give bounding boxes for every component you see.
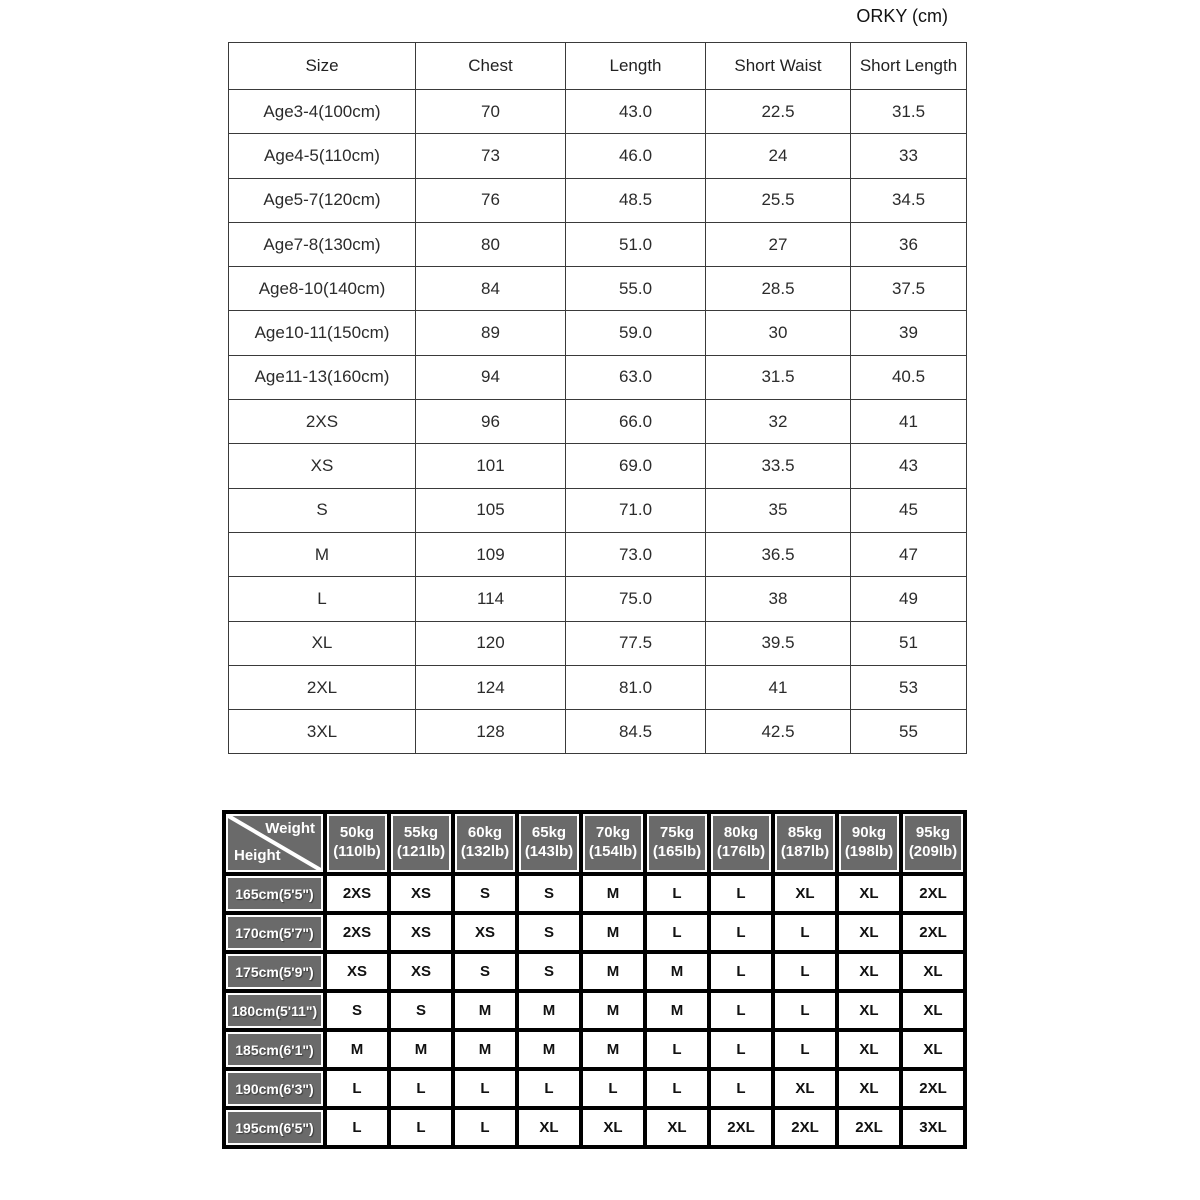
fit-table-row <box>224 874 965 913</box>
recommended-size-cell: S <box>517 952 581 991</box>
size-table-body <box>229 90 967 754</box>
size-table-cell: 28.5 <box>706 267 851 311</box>
recommended-size-cell: L <box>709 1030 773 1069</box>
size-table-header-cell: Size <box>229 43 416 90</box>
size-table-cell: 114 <box>416 577 566 621</box>
recommended-size-cell: XL <box>901 1030 965 1069</box>
size-table-cell: Age4-5(110cm) <box>229 134 416 178</box>
size-table-cell: 32 <box>706 400 851 444</box>
size-table-cell: 63.0 <box>566 355 706 399</box>
recommended-size-cell: XL <box>773 874 837 913</box>
size-table-row <box>229 488 967 532</box>
recommended-size-cell: M <box>581 913 645 952</box>
size-table-cell: 80 <box>416 222 566 266</box>
size-table-row <box>229 90 967 134</box>
recommended-size-cell: L <box>517 1069 581 1108</box>
recommended-size-cell: S <box>453 874 517 913</box>
height-label-cell: 175cm(5'9") <box>224 952 325 991</box>
weight-header-cell: 75kg (165lb) <box>645 812 709 874</box>
size-table-cell: 84.5 <box>566 710 706 754</box>
size-table-header-row <box>229 43 967 90</box>
size-table-cell: 84 <box>416 267 566 311</box>
size-table-cell: 75.0 <box>566 577 706 621</box>
size-table-cell: 71.0 <box>566 488 706 532</box>
height-label-cell: 165cm(5'5") <box>224 874 325 913</box>
size-table-cell: 31.5 <box>706 355 851 399</box>
recommended-size-cell: L <box>645 1069 709 1108</box>
recommended-size-cell: XL <box>837 991 901 1030</box>
recommended-size-cell: M <box>581 1030 645 1069</box>
size-table-row <box>229 621 967 665</box>
size-table-cell: 59.0 <box>566 311 706 355</box>
fit-table-row <box>224 1030 965 1069</box>
weight-header-cell: 85kg (187lb) <box>773 812 837 874</box>
recommended-size-cell: 2XL <box>837 1108 901 1147</box>
size-table-cell: 128 <box>416 710 566 754</box>
recommended-size-cell: L <box>645 874 709 913</box>
weight-header-cell: 70kg (154lb) <box>581 812 645 874</box>
recommended-size-cell: XL <box>837 874 901 913</box>
recommended-size-cell: L <box>709 874 773 913</box>
recommended-size-cell: M <box>645 952 709 991</box>
recommended-size-cell: XL <box>901 952 965 991</box>
size-table-cell: 89 <box>416 311 566 355</box>
size-table-header-cell: Short Waist <box>706 43 851 90</box>
size-table-row <box>229 178 967 222</box>
size-table-cell: 33.5 <box>706 444 851 488</box>
size-table-row <box>229 400 967 444</box>
size-table-cell: 34.5 <box>851 178 967 222</box>
size-table-cell: 24 <box>706 134 851 178</box>
recommended-size-cell: S <box>325 991 389 1030</box>
size-table-header-row <box>229 43 967 90</box>
recommended-size-cell: M <box>517 1030 581 1069</box>
size-table-cell: L <box>229 577 416 621</box>
recommended-size-cell: XL <box>517 1108 581 1147</box>
size-table-cell: 42.5 <box>706 710 851 754</box>
size-table-row <box>229 311 967 355</box>
size-table-cell: 43.0 <box>566 90 706 134</box>
size-table-cell: 109 <box>416 532 566 576</box>
recommended-size-cell: L <box>389 1108 453 1147</box>
size-table-cell: 66.0 <box>566 400 706 444</box>
size-table-cell: 2XS <box>229 400 416 444</box>
recommended-size-cell: XL <box>837 913 901 952</box>
recommended-size-cell: XL <box>645 1108 709 1147</box>
recommended-size-cell: XS <box>389 874 453 913</box>
recommended-size-cell: L <box>773 913 837 952</box>
fit-table-row <box>224 1108 965 1147</box>
size-table-cell: S <box>229 488 416 532</box>
recommended-size-cell: M <box>581 991 645 1030</box>
height-label-cell: 185cm(6'1") <box>224 1030 325 1069</box>
size-table-cell: 38 <box>706 577 851 621</box>
size-table-cell: 120 <box>416 621 566 665</box>
size-table-cell: 40.5 <box>851 355 967 399</box>
recommended-size-cell: 2XL <box>773 1108 837 1147</box>
size-table-cell: Age10-11(150cm) <box>229 311 416 355</box>
fit-table-row <box>224 952 965 991</box>
size-table-cell: Age7-8(130cm) <box>229 222 416 266</box>
weight-header-cell: 55kg (121lb) <box>389 812 453 874</box>
size-table-cell: 47 <box>851 532 967 576</box>
recommended-size-cell: L <box>389 1069 453 1108</box>
size-table-row <box>229 577 967 621</box>
corner-height-label: Height <box>234 847 281 865</box>
size-table-cell: Age3-4(100cm) <box>229 90 416 134</box>
recommended-size-cell: L <box>645 1030 709 1069</box>
size-table-cell: 43 <box>851 444 967 488</box>
recommended-size-cell: L <box>773 1030 837 1069</box>
size-table-cell: 53 <box>851 665 967 709</box>
size-table-cell: 105 <box>416 488 566 532</box>
recommended-size-cell: XL <box>901 991 965 1030</box>
recommended-size-cell: M <box>325 1030 389 1069</box>
recommended-size-cell: S <box>517 913 581 952</box>
height-label-cell: 180cm(5'11") <box>224 991 325 1030</box>
size-table-cell: 27 <box>706 222 851 266</box>
size-table-cell: M <box>229 532 416 576</box>
recommended-size-cell: XL <box>837 952 901 991</box>
size-table-cell: 35 <box>706 488 851 532</box>
recommended-size-cell: L <box>325 1108 389 1147</box>
recommended-size-cell: 2XL <box>709 1108 773 1147</box>
weight-header-cell: 95kg (209lb) <box>901 812 965 874</box>
recommended-size-cell: M <box>581 874 645 913</box>
recommended-size-cell: 3XL <box>901 1108 965 1147</box>
recommended-size-cell: L <box>773 952 837 991</box>
size-table-cell: 36.5 <box>706 532 851 576</box>
size-table-cell: 81.0 <box>566 665 706 709</box>
size-table-cell: 39 <box>851 311 967 355</box>
recommended-size-cell: 2XS <box>325 913 389 952</box>
weight-header-cell: 90kg (198lb) <box>837 812 901 874</box>
fit-table-body <box>224 874 965 1147</box>
fit-table-header-row <box>224 812 965 874</box>
recommended-size-cell: S <box>389 991 453 1030</box>
weight-height-fit-table <box>222 810 967 1149</box>
recommended-size-cell: 2XL <box>901 913 965 952</box>
size-table-cell: 36 <box>851 222 967 266</box>
size-table-row <box>229 134 967 178</box>
size-table-cell: 37.5 <box>851 267 967 311</box>
size-table-cell: 76 <box>416 178 566 222</box>
size-table-cell: 48.5 <box>566 178 706 222</box>
size-table-cell: 30 <box>706 311 851 355</box>
size-table-cell: 39.5 <box>706 621 851 665</box>
recommended-size-cell: 2XL <box>901 1069 965 1108</box>
size-table-cell: 46.0 <box>566 134 706 178</box>
size-table-cell: 45 <box>851 488 967 532</box>
recommended-size-cell: L <box>645 913 709 952</box>
size-table-cell: 55.0 <box>566 267 706 311</box>
recommended-size-cell: XL <box>773 1069 837 1108</box>
size-table-row <box>229 444 967 488</box>
recommended-size-cell: L <box>581 1069 645 1108</box>
weight-header-cell: 60kg (132lb) <box>453 812 517 874</box>
recommended-size-cell: XL <box>837 1030 901 1069</box>
size-table-cell: 70 <box>416 90 566 134</box>
recommended-size-cell: L <box>709 952 773 991</box>
height-label-cell: 190cm(6'3") <box>224 1069 325 1108</box>
recommended-size-cell: M <box>389 1030 453 1069</box>
size-table-header-cell: Short Length <box>851 43 967 90</box>
recommended-size-cell: M <box>453 991 517 1030</box>
size-measurement-table <box>228 42 967 754</box>
size-table-cell: 2XL <box>229 665 416 709</box>
size-table-cell: 25.5 <box>706 178 851 222</box>
size-table-cell: 94 <box>416 355 566 399</box>
fit-table-row <box>224 991 965 1030</box>
size-table-cell: 41 <box>851 400 967 444</box>
recommended-size-cell: XL <box>837 1069 901 1108</box>
weight-header-cell: 80kg (176lb) <box>709 812 773 874</box>
recommended-size-cell: L <box>453 1108 517 1147</box>
size-table-cell: 31.5 <box>851 90 967 134</box>
recommended-size-cell: XS <box>453 913 517 952</box>
recommended-size-cell: XL <box>581 1108 645 1147</box>
weight-header-cell: 65kg (143lb) <box>517 812 581 874</box>
recommended-size-cell: M <box>453 1030 517 1069</box>
size-table-row <box>229 532 967 576</box>
size-table-header-cell: Chest <box>416 43 566 90</box>
size-table-row <box>229 355 967 399</box>
size-table-row <box>229 665 967 709</box>
size-table-cell: Age5-7(120cm) <box>229 178 416 222</box>
size-table-cell: XL <box>229 621 416 665</box>
size-table-cell: 3XL <box>229 710 416 754</box>
size-table-cell: Age11-13(160cm) <box>229 355 416 399</box>
size-table-row <box>229 222 967 266</box>
size-table-cell: 73 <box>416 134 566 178</box>
size-table-cell: 51 <box>851 621 967 665</box>
weight-height-corner-cell <box>224 812 325 874</box>
weight-header-cell: 50kg (110lb) <box>325 812 389 874</box>
size-table-cell: 124 <box>416 665 566 709</box>
size-table-row <box>229 710 967 754</box>
size-table-cell: XS <box>229 444 416 488</box>
height-label-cell: 195cm(6'5") <box>224 1108 325 1147</box>
corner-weight-label: Weight <box>265 820 315 837</box>
recommended-size-cell: M <box>517 991 581 1030</box>
recommended-size-cell: L <box>453 1069 517 1108</box>
height-label-cell: 170cm(5'7") <box>224 913 325 952</box>
recommended-size-cell: L <box>709 991 773 1030</box>
size-table-cell: 73.0 <box>566 532 706 576</box>
recommended-size-cell: XS <box>325 952 389 991</box>
size-table-cell: 77.5 <box>566 621 706 665</box>
fit-table-row <box>224 1069 965 1108</box>
size-table-cell: Age8-10(140cm) <box>229 267 416 311</box>
recommended-size-cell: 2XS <box>325 874 389 913</box>
recommended-size-cell: M <box>581 952 645 991</box>
size-table-cell: 55 <box>851 710 967 754</box>
size-table-cell: 49 <box>851 577 967 621</box>
recommended-size-cell: S <box>453 952 517 991</box>
recommended-size-cell: L <box>709 913 773 952</box>
fit-table-row <box>224 913 965 952</box>
recommended-size-cell: XS <box>389 913 453 952</box>
recommended-size-cell: 2XL <box>901 874 965 913</box>
size-table-cell: 22.5 <box>706 90 851 134</box>
size-table-cell: 69.0 <box>566 444 706 488</box>
size-table-cell: 96 <box>416 400 566 444</box>
size-table-cell: 101 <box>416 444 566 488</box>
size-table-row <box>229 267 967 311</box>
recommended-size-cell: XS <box>389 952 453 991</box>
recommended-size-cell: L <box>325 1069 389 1108</box>
recommended-size-cell: L <box>773 991 837 1030</box>
size-table-cell: 41 <box>706 665 851 709</box>
size-table-cell: 51.0 <box>566 222 706 266</box>
chart-unit-title: ORKY (cm) <box>856 6 948 26</box>
size-table-header-cell: Length <box>566 43 706 90</box>
recommended-size-cell: M <box>645 991 709 1030</box>
size-table-cell: 33 <box>851 134 967 178</box>
recommended-size-cell: L <box>709 1069 773 1108</box>
recommended-size-cell: S <box>517 874 581 913</box>
